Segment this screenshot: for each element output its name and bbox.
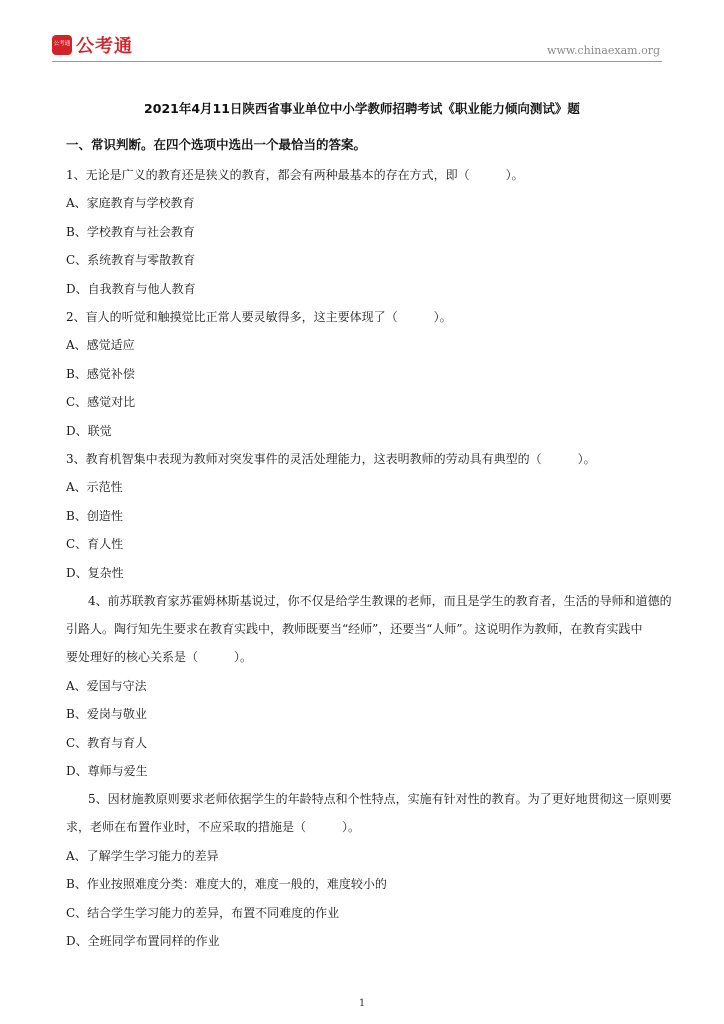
question-stem: 5、因材施教原则要求老师依据学生的年龄特点和个性特点，实施有针对性的教育。为了更好地贯彻这一原则要 <box>88 792 672 806</box>
logo-badge-icon: 公考通 <box>52 35 72 55</box>
answer-option: A、爱国与守法 <box>66 679 147 693</box>
question-stem: 3、教育机智集中表现为教师对突发事件的灵活处理能力，这表明教师的劳动具有典型的（ ）。 <box>66 452 596 466</box>
answer-option: D、尊师与爱生 <box>66 764 148 778</box>
answer-option: C、感觉对比 <box>66 395 136 409</box>
answer-option: C、结合学生学习能力的差异，布置不同难度的作业 <box>66 906 340 920</box>
question-stem: 1、无论是广义的教育还是狭义的教育，都会有两种最基本的存在方式，即（ ）。 <box>66 168 524 182</box>
answer-option: B、创造性 <box>66 509 123 523</box>
question-stem-continued: 要处理好的核心关系是（ ）。 <box>66 650 253 664</box>
logo-text: 公考通 <box>76 36 133 57</box>
answer-option: D、联觉 <box>66 424 112 438</box>
document-title: 2021年4月11日陕西省事业单位中小学教师招聘考试《职业能力倾向测试》题 <box>144 101 580 116</box>
section-heading: 一、常识判断。在四个选项中选出一个最恰当的答案。 <box>66 137 367 152</box>
question-stem-continued: 求，老师在布置作业时，不应采取的措施是（ ）。 <box>66 820 361 834</box>
answer-option: D、复杂性 <box>66 566 124 580</box>
question-stem: 4、前苏联教育家苏霍姆林斯基说过，你不仅是给学生教课的老师，而且是学生的教育者，生活的导师和道德的 <box>88 594 672 608</box>
answer-option: A、家庭教育与学校教育 <box>66 196 195 210</box>
answer-option: B、学校教育与社会教育 <box>66 225 195 239</box>
answer-option: B、爱岗与敬业 <box>66 707 147 721</box>
page-number: 1 <box>358 998 366 1009</box>
answer-option: C、系统教育与零散教育 <box>66 253 196 267</box>
logo <box>52 34 133 56</box>
answer-option: C、育人性 <box>66 537 124 551</box>
header-divider <box>52 61 662 62</box>
answer-option: B、感觉补偿 <box>66 367 135 381</box>
answer-option: B、作业按照难度分类：难度大的，难度一般的，难度较小的 <box>66 877 387 891</box>
page-header <box>0 0 724 62</box>
question-stem: 2、盲人的听觉和触摸觉比正常人要灵敏得多，这主要体现了（ ）。 <box>66 310 452 324</box>
answer-option: C、教育与育人 <box>66 736 148 750</box>
answer-option: D、全班同学布置同样的作业 <box>66 934 220 948</box>
question-stem-continued: 引路人。陶行知先生要求在教育实践中，教师既要当“经师”，还要当“人师”。这说明作为教师，在教育实践中 <box>66 622 643 636</box>
answer-option: A、了解学生学习能力的差异 <box>66 849 219 863</box>
answer-option: D、自我教育与他人教育 <box>66 282 196 296</box>
answer-option: A、示范性 <box>66 480 123 494</box>
answer-option: A、感觉适应 <box>66 338 135 352</box>
site-url: www.chinaexam.org <box>547 44 660 57</box>
